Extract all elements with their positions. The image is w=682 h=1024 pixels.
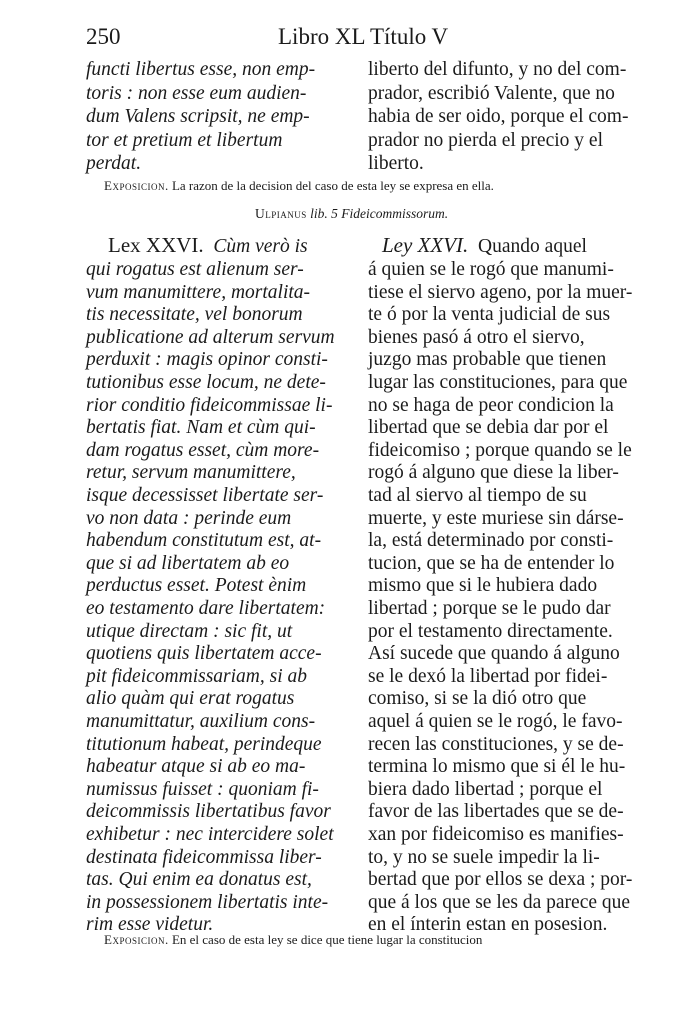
latin-line: vum manumittere, mortalita- bbox=[86, 281, 311, 303]
latin-line: rior conditio fideicommissae li- bbox=[86, 394, 333, 416]
spanish-line: comiso, si se la dió otro que bbox=[368, 688, 587, 710]
latin-line: habeatur atque si ab eo ma- bbox=[86, 756, 306, 778]
latin-line: alio quàm qui erat rogatus bbox=[86, 688, 295, 710]
spanish-line: favor de las libertades que se de- bbox=[368, 801, 624, 823]
latin-line: perductus esset. Potest ènim bbox=[86, 575, 307, 597]
latin-line: vo non data : perinde eum bbox=[86, 507, 292, 529]
latin-line: tutionibus esse locum, ne dete- bbox=[86, 372, 326, 393]
spanish-line: por el testamento directamente. bbox=[368, 620, 613, 642]
exposicion-text: La razon de la decision del caso de esta ley se expresa en ella. bbox=[171, 178, 494, 193]
latin-line: tor et pretium et libertum bbox=[86, 129, 283, 151]
spanish-line: bertad que por ellos se dexa ; por- bbox=[368, 869, 633, 891]
spanish-line: aquel á quien se le rogó, le favo- bbox=[368, 711, 623, 732]
attribution-book: lib. 5 bbox=[310, 206, 338, 221]
exposicion-text: En el caso de esta ley se dice que tiene lugar la constitucion bbox=[171, 932, 483, 947]
spanish-line: libertad ; porque se le pudo dar bbox=[368, 598, 611, 619]
spanish-line: lugar las constituciones, para que bbox=[368, 372, 628, 393]
latin-line: tas. Qui enim ea donatus est, bbox=[86, 869, 312, 891]
spanish-line: muerte, y este muriese sin dárse- bbox=[368, 507, 624, 529]
spanish-line: rogó á alguno que diese la liber- bbox=[368, 462, 619, 484]
latin-line: rim esse videtur. bbox=[86, 914, 214, 936]
latin-line: exhibetur : nec intercidere solet bbox=[86, 824, 334, 845]
latin-first-line bbox=[108, 233, 308, 258]
attribution-author: Ulpianus bbox=[255, 206, 307, 221]
spanish-line: se le dexó la libertad por fidei- bbox=[368, 665, 608, 687]
latin-line: dum Valens scripsit, ne emp- bbox=[86, 106, 310, 128]
latin-line: bertatis fiat. Nam et cùm qui- bbox=[86, 417, 316, 439]
spanish-line: tucion, que se ha de entender lo bbox=[368, 552, 615, 574]
latin-line: quotiens quis libertatem acce- bbox=[86, 643, 322, 665]
latin-line: isque decessisset libertate ser- bbox=[86, 485, 324, 506]
spanish-line: Así sucede que quando á alguno bbox=[368, 643, 620, 665]
latin-line: habendum constitutum est, at- bbox=[86, 530, 322, 552]
spanish-line: á quien se le rogó que manumi- bbox=[368, 259, 614, 280]
latin-line: pit fideicommissariam, si ab bbox=[86, 665, 308, 687]
spanish-line: liberto. bbox=[368, 153, 424, 175]
exposicion-label: Exposicion. bbox=[104, 932, 169, 947]
latin-line: destinata fideicommissa liber- bbox=[86, 846, 322, 868]
spanish-line: la, está determinado por consti- bbox=[368, 530, 614, 552]
spanish-line: tad al siervo al tiempo de su bbox=[368, 485, 587, 506]
spanish-line: mismo que si le hubiera dado bbox=[368, 575, 598, 597]
spanish-line: te ó por la venta judicial de sus bbox=[368, 304, 611, 326]
spanish-line: liberto del difunto, y no del com- bbox=[368, 59, 627, 80]
latin-line: toris : non esse eum audien- bbox=[86, 82, 307, 104]
spanish-line: xan por fideicomiso es manifies- bbox=[368, 824, 624, 845]
spanish-line: biera dado libertad ; porque el bbox=[368, 778, 603, 800]
spanish-law-number: Ley XXVI. bbox=[382, 233, 469, 257]
latin-law-number: Lex XXVI. bbox=[108, 233, 204, 257]
latin-line: deicommissis libertatibus favor bbox=[86, 801, 331, 823]
spanish-line: juzgo mas probable que tienen bbox=[368, 349, 607, 371]
latin-line: in possessionem libertatis inte- bbox=[86, 891, 329, 913]
latin-line: utique directam : sic fit, ut bbox=[86, 620, 293, 642]
latin-line: perduxit : magis opinor consti- bbox=[86, 349, 328, 371]
latin-line: tis necessitate, vel bonorum bbox=[86, 304, 303, 326]
spanish-line: recen las constituciones, y se de- bbox=[368, 733, 624, 755]
spanish-line: prador no pierda el precio y el bbox=[368, 129, 603, 151]
exposicion-label: Exposicion. bbox=[104, 178, 169, 193]
page-number: 250 bbox=[86, 24, 121, 49]
spanish-line: termina lo mismo que si él le hu- bbox=[368, 756, 626, 778]
latin-line: manumittatur, auxilium cons- bbox=[86, 711, 316, 732]
attribution-work: Fideicommissorum. bbox=[341, 206, 449, 221]
exposicion-note-2 bbox=[104, 932, 482, 948]
latin-line: numissus fuisset : quoniam fi- bbox=[86, 778, 319, 800]
latin-line: retur, servum manumittere, bbox=[86, 462, 296, 484]
spanish-line: bienes pasó á otro el siervo, bbox=[368, 326, 585, 348]
running-title: Libro XL Título V bbox=[278, 24, 449, 49]
latin-line: titutionum habeat, perindeque bbox=[86, 733, 322, 755]
latin-line: perdat. bbox=[86, 153, 142, 175]
exposicion-note-1 bbox=[104, 178, 494, 194]
latin-line: eo testamento dare libertatem: bbox=[86, 598, 326, 619]
latin-line: functi libertus esse, non emp- bbox=[86, 59, 316, 80]
latin-first-words: Cùm verò is bbox=[213, 236, 308, 257]
spanish-first-line bbox=[382, 233, 587, 258]
spanish-line: en el ínterin estan en posesion. bbox=[368, 914, 608, 936]
spanish-line: habia de ser oido, porque el com- bbox=[368, 106, 629, 128]
latin-line: qui rogatus est alienum ser- bbox=[86, 259, 304, 280]
latin-line: dam rogatus esset, cùm more- bbox=[86, 439, 320, 461]
latin-line: que si ad libertatem ab eo bbox=[86, 552, 290, 574]
spanish-line: prador, escribió Valente, que no bbox=[368, 82, 615, 104]
spanish-first-words: Quando aquel bbox=[478, 236, 587, 257]
spanish-line: tiese el siervo ageno, por la muer- bbox=[368, 281, 633, 303]
source-attribution bbox=[255, 206, 448, 222]
spanish-line: fideicomiso ; porque quando se le bbox=[368, 439, 632, 461]
spanish-line: que á los que se les da parece que bbox=[368, 891, 631, 913]
latin-line: publicatione ad alterum servum bbox=[86, 326, 335, 348]
spanish-line: no se haga de peor condicion la bbox=[368, 394, 614, 416]
spanish-line: to, y no se suele impedir la li- bbox=[368, 846, 600, 868]
spanish-line: libertad que se debia dar por el bbox=[368, 417, 609, 439]
